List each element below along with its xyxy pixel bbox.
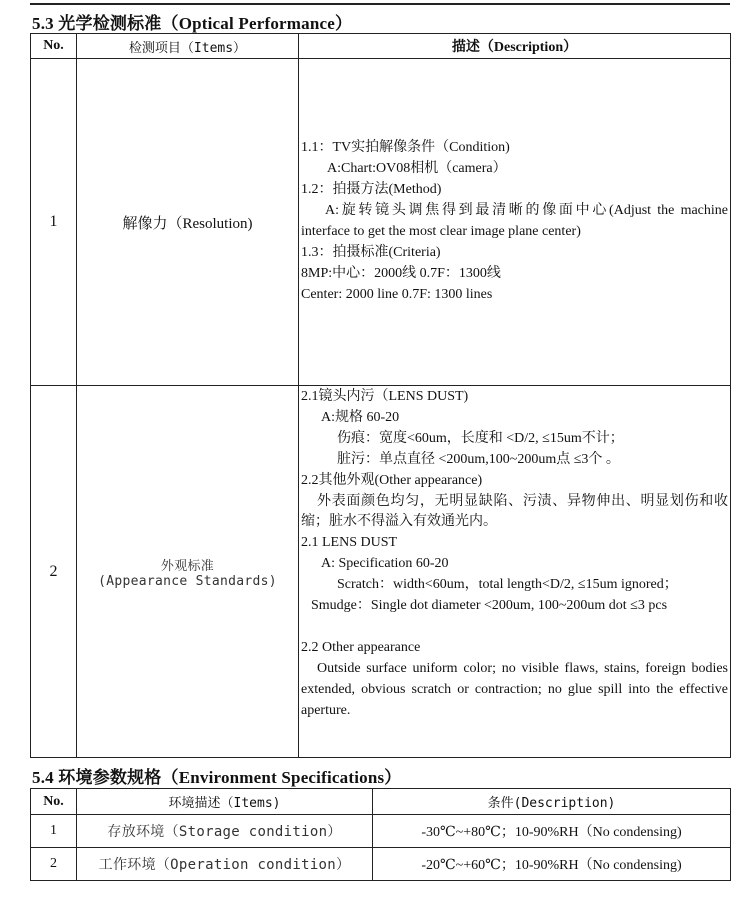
header-items: 环境描述（Items): [77, 789, 373, 815]
table-header-row: [31, 789, 731, 815]
item-storage: 存放环境（Storage condition）: [77, 815, 373, 848]
row-number: 2: [31, 386, 77, 758]
desc-line: 1.2：拍摄方法(Method): [301, 182, 442, 198]
table-row: [31, 815, 731, 848]
item-appearance-en: (Appearance Standards): [98, 573, 277, 589]
optical-performance-table: [30, 33, 731, 758]
desc-line: Smudge：Single dot diameter <200um, 100~200um dot ≤3 pcs: [311, 598, 668, 614]
header-no: No.: [31, 789, 77, 815]
desc-line: 外表面颜色均匀，无明显缺陷、污渍、异物伸出、明显划伤和收缩；脏水不得溢入有效通光内。: [301, 493, 728, 530]
header-description: 条件(Description): [373, 789, 731, 815]
header-items: 检测项目（Items）: [77, 34, 299, 59]
table-row: [31, 386, 731, 758]
desc-line: 1.1：TV实拍解像条件（Condition): [301, 140, 510, 156]
desc-line: A:Chart:OV08相机（camera）: [327, 161, 507, 177]
desc-blank-line: [301, 617, 728, 638]
desc-line: 2.1 LENS DUST: [301, 535, 398, 551]
header-no: No.: [31, 34, 77, 59]
section-title-optical: 5.3 光学检测标准（Optical Performance）: [32, 14, 353, 33]
table-header-row: [31, 34, 731, 59]
condition-storage: -30℃~+80℃；10-90%RH（No condensing): [373, 815, 731, 848]
item-resolution: 解像力（Resolution): [77, 59, 299, 386]
table-row: [31, 59, 731, 386]
desc-line: 8MP:中心：2000线 0.7F：1300线: [301, 265, 501, 281]
desc-line: 2.1镜头内污（LENS DUST): [301, 389, 469, 404]
environment-table: [30, 788, 731, 881]
desc-line: Outside surface uniform color; no visible flaws, stains, foreign bodies extended, obvious scratch or contraction; no glue spill into the effective aperture.: [301, 660, 728, 718]
desc-line: 2.2其他外观(Other appearance): [301, 472, 483, 488]
desc-line: Center: 2000 line 0.7F: 1300 lines: [301, 286, 493, 302]
condition-operation: -20℃~+60℃；10-90%RH（No condensing): [373, 848, 731, 881]
table-row: [31, 848, 731, 881]
desc-line: A: Specification 60-20: [321, 556, 449, 572]
item-appearance: [77, 386, 299, 758]
header-description: 描述（Description）: [299, 34, 731, 59]
description-cell: [299, 386, 731, 758]
top-rule: [30, 3, 730, 5]
row-number: 2: [31, 848, 77, 881]
row-number: 1: [31, 815, 77, 848]
description-cell: [299, 59, 731, 386]
desc-line: 1.3：拍摄标准(Criteria): [301, 244, 441, 260]
desc-line: 伤痕：宽度<60um，长度和 <D/2, ≤15um不计；: [337, 430, 624, 446]
item-operation: 工作环境（Operation condition）: [77, 848, 373, 881]
desc-line: Scratch：width<60um，total length<D/2, ≤15um ignored；: [337, 577, 678, 593]
section-title-environment: 5.4 环境参数规格（Environment Specifications）: [32, 768, 402, 787]
desc-line: 脏污：单点直径 <200um,100~200um点 ≤3个 。: [337, 451, 620, 467]
desc-line: A:旋转镜头调焦得到最清晰的像面中心(Adjust the machine interface to get the most clear image plane center): [301, 203, 728, 239]
desc-line: A:规格 60-20: [321, 409, 400, 425]
desc-line: 2.2 Other appearance: [301, 639, 421, 655]
item-appearance-cn: 外观标准: [160, 558, 215, 574]
row-number: 1: [31, 59, 77, 386]
